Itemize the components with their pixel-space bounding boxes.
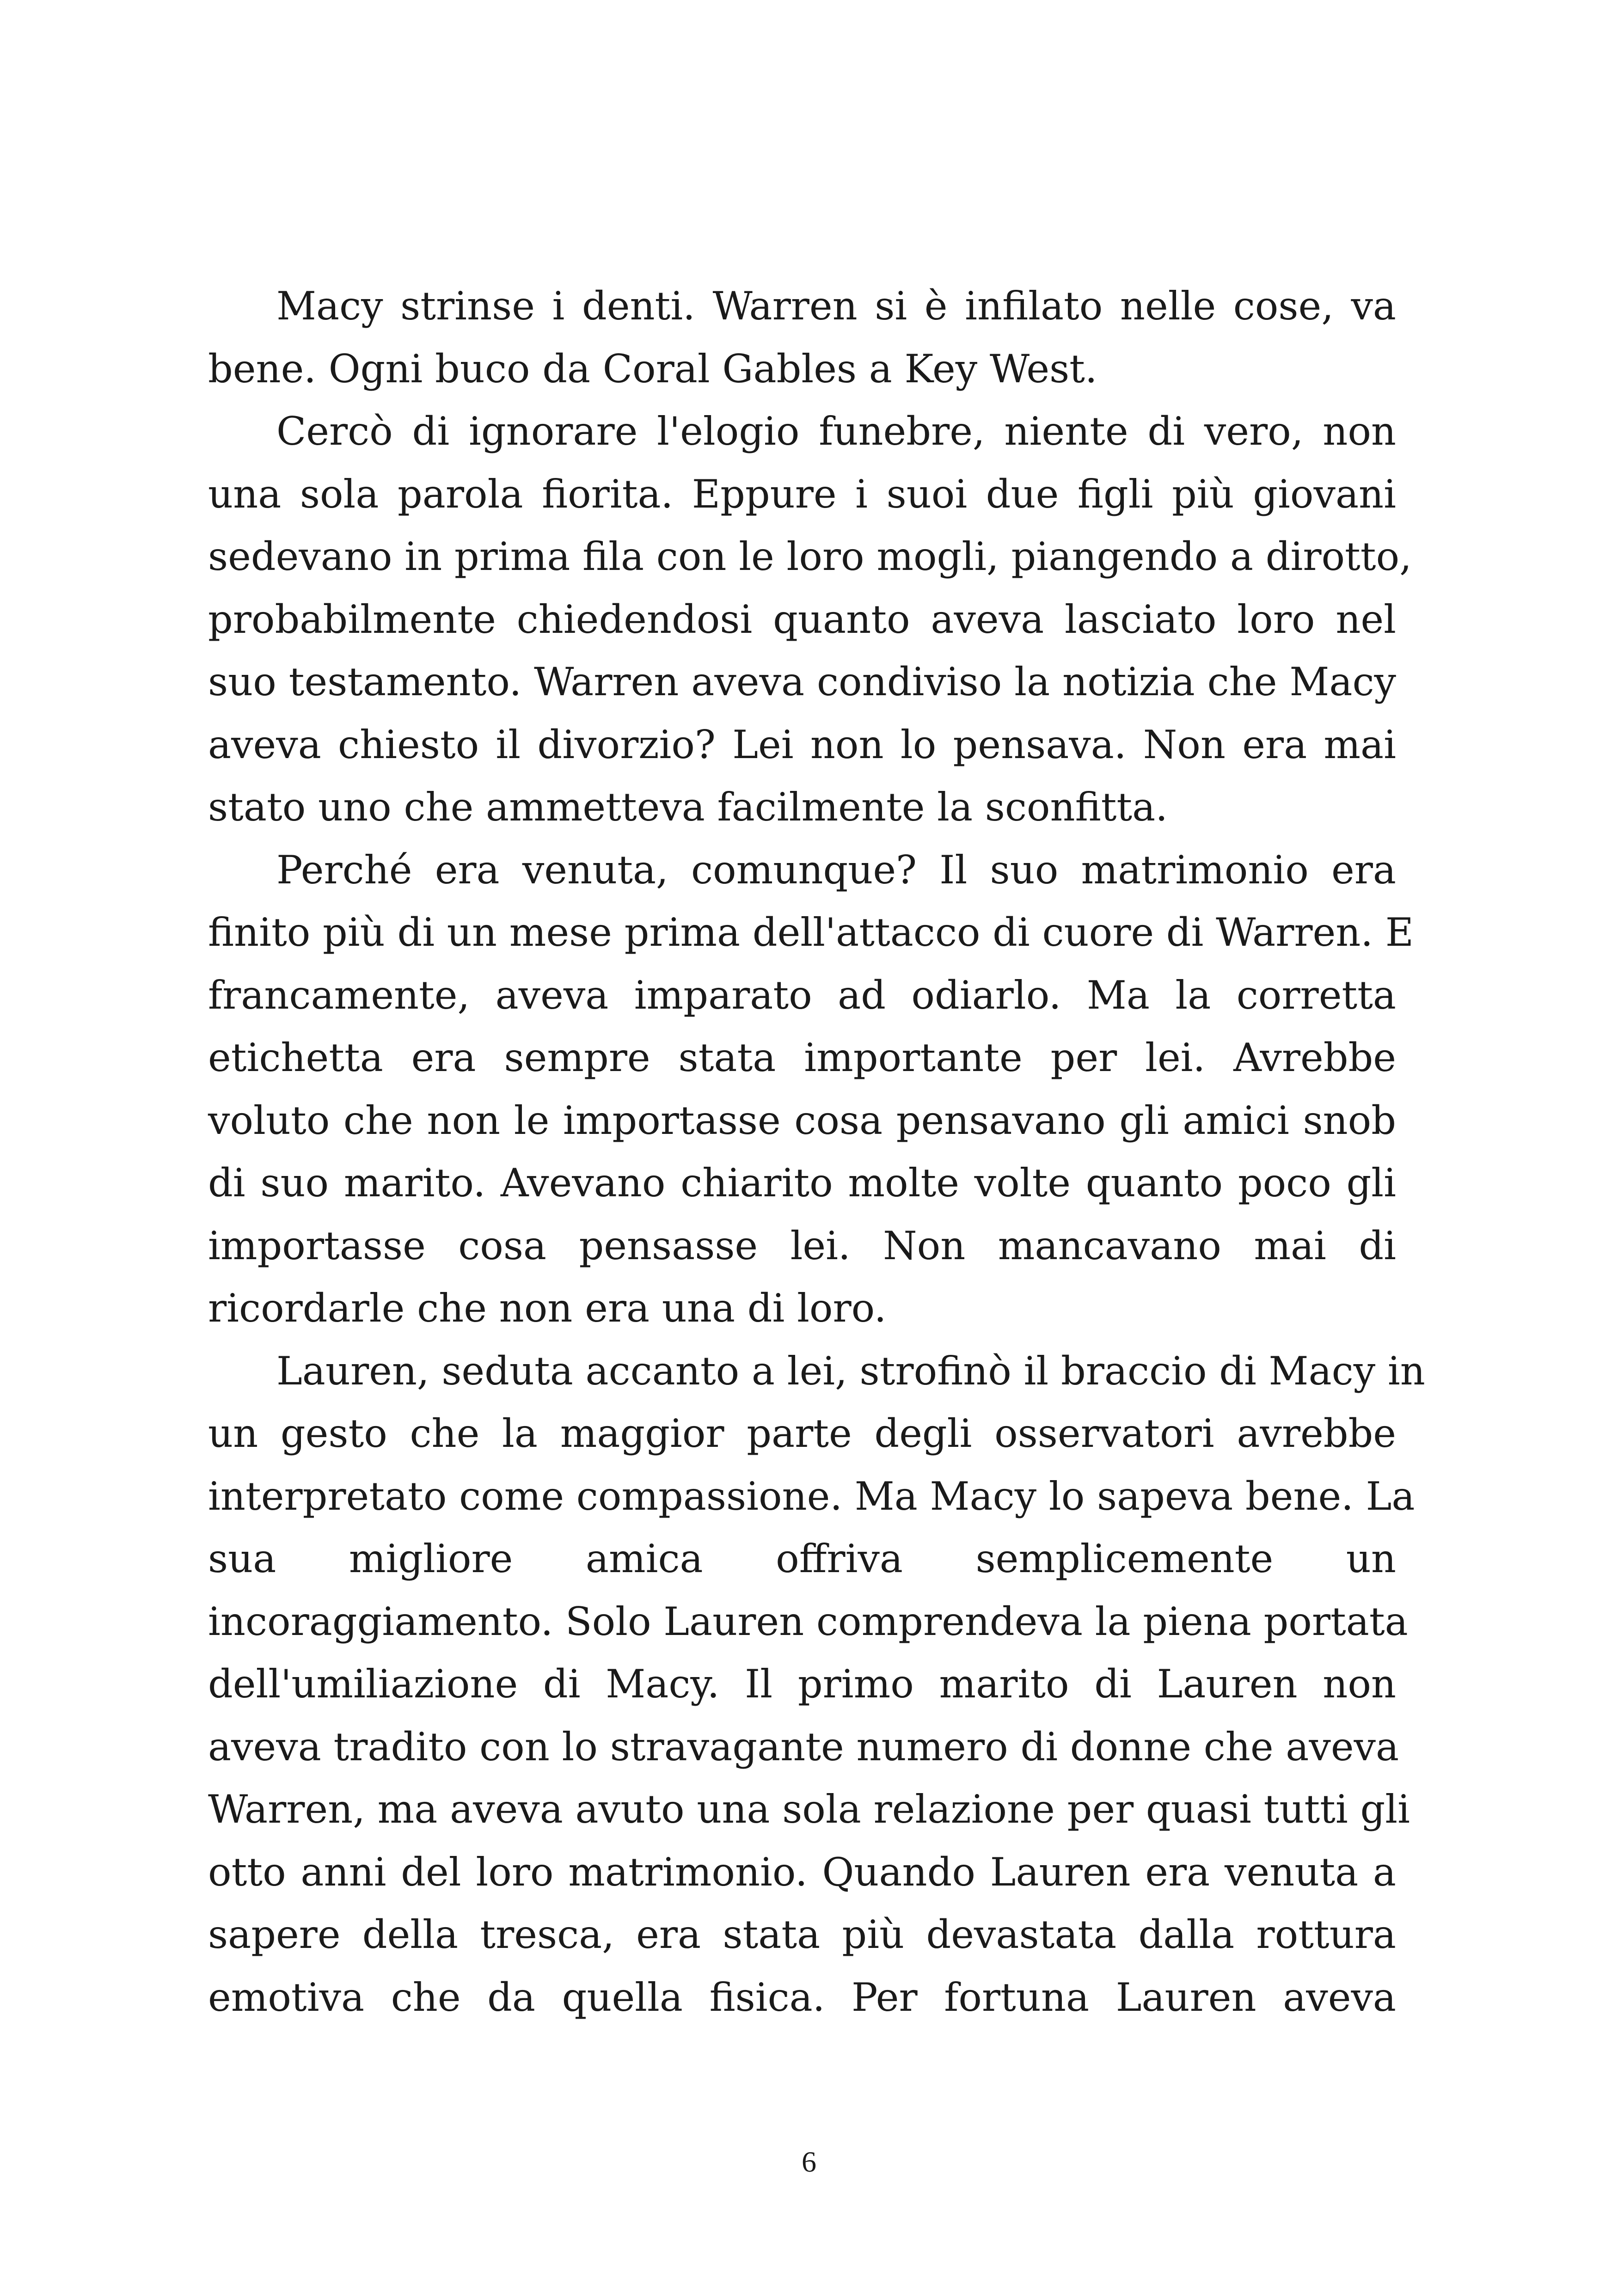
page-body-text: [208, 275, 1425, 2029]
text-line: un gesto che la maggior parte degli osservatori avrebbe: [208, 1411, 1396, 1456]
text-line: aveva chiesto il divorzio? Lei non lo pensava. Non era mai: [208, 722, 1396, 767]
text-line: otto anni del loro matrimonio. Quando Lauren era venuta a: [208, 1849, 1396, 1895]
text-line: aveva tradito con lo stravagante numero di donne che aveva: [208, 1724, 1399, 1769]
text-line: importasse cosa pensasse lei. Non mancavano mai di: [208, 1223, 1396, 1268]
text-line: bene. Ogni buco da Coral Gables a Key West.: [208, 346, 1097, 392]
text-line: interpretato come compassione. Ma Macy lo sapeva bene. La: [208, 1473, 1415, 1519]
text-line: suo testamento. Warren aveva condiviso la notizia che Macy: [208, 659, 1396, 704]
text-line: Macy strinse i denti. Warren si è infilato nelle cose, va: [276, 283, 1396, 329]
text-line: probabilmente chiedendosi quanto aveva lasciato loro nel: [208, 596, 1396, 642]
text-line: Lauren, seduta accanto a lei, strofinò il braccio di Macy in: [276, 1348, 1425, 1394]
page-number: 6: [802, 2145, 816, 2178]
paragraph-2: [208, 400, 1412, 839]
text-line: finito più di un mese prima dell'attacco di cuore di Warren. E: [208, 910, 1414, 955]
paragraph-4: [208, 1340, 1425, 2029]
text-line: di suo marito. Avevano chiarito molte volte quanto poco gli: [208, 1160, 1396, 1206]
text-line: ricordarle che non era una di loro.: [208, 1286, 887, 1331]
text-line: sapere della tresca, era stata più devastata dalla rottura: [208, 1912, 1396, 1957]
text-line: Cercò di ignorare l'elogio funebre, niente di vero, non: [276, 409, 1396, 454]
text-line: dell'umiliazione di Macy. Il primo marito di Lauren non: [208, 1661, 1396, 1707]
text-line: francamente, aveva imparato ad odiarlo. Ma la corretta: [208, 972, 1396, 1018]
text-line: Warren, ma aveva avuto una sola relazione per quasi tutti gli: [208, 1787, 1410, 1832]
text-line: etichetta era sempre stata importante per lei. Avrebbe: [208, 1035, 1396, 1080]
paragraph-1: [208, 275, 1396, 400]
text-line: stato uno che ammetteva facilmente la sconfitta.: [208, 784, 1168, 830]
text-line: sua migliore amica offriva semplicemente un: [208, 1536, 1396, 1581]
text-line: voluto che non le importasse cosa pensavano gli amici snob: [208, 1097, 1396, 1143]
text-line: incoraggiamento. Solo Lauren comprendeva la piena portata: [208, 1598, 1408, 1644]
text-line: sedevano in prima fila con le loro mogli, piangendo a dirotto,: [208, 534, 1412, 579]
paragraph-3: [208, 839, 1414, 1340]
text-line: Perché era venuta, comunque? Il suo matrimonio era: [276, 847, 1396, 893]
text-line: emotiva che da quella fisica. Per fortuna Lauren aveva: [208, 1974, 1396, 2020]
text-line: una sola parola fiorita. Eppure i suoi due figli più giovani: [208, 471, 1396, 517]
